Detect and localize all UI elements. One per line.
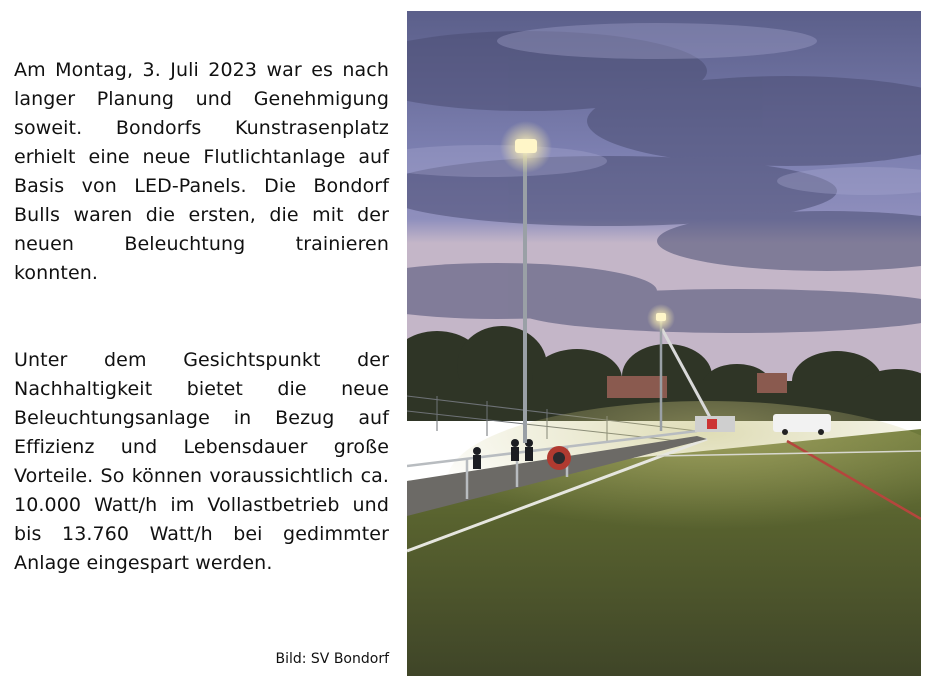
pitch-photo [407, 11, 921, 676]
paragraph-sustainability: Unter dem Gesichtspunkt der Nachhaltigkeit bietet die neue Beleuchtungsanlage in Bezug auf Effizienz und Lebensdauer große Vorteile. So können voraussichtlich ca. 10.000 Watt/h im Vollastbetrieb und bis 13.760 Watt/h bei gedimmter Anlage eingespart werden. [14, 349, 389, 574]
paragraph-intro: Am Montag, 3. Juli 2023 war es nach langer Planung und Genehmigung soweit. Bondorfs Kunstrasenplatz erhielt eine neue Flutlichtanlage auf Basis von LED-Panels. Die Bondorf Bulls waren die ersten, die mit der neuen Beleuchtung trainieren konnten. [14, 59, 389, 284]
article-text [14, 56, 389, 578]
floodlight-scene [407, 11, 921, 676]
photo-credit: Bild: SV Bondorf [275, 651, 389, 667]
floodlight-lamp-far [656, 313, 666, 321]
floodlight-lamp-near [515, 139, 537, 153]
